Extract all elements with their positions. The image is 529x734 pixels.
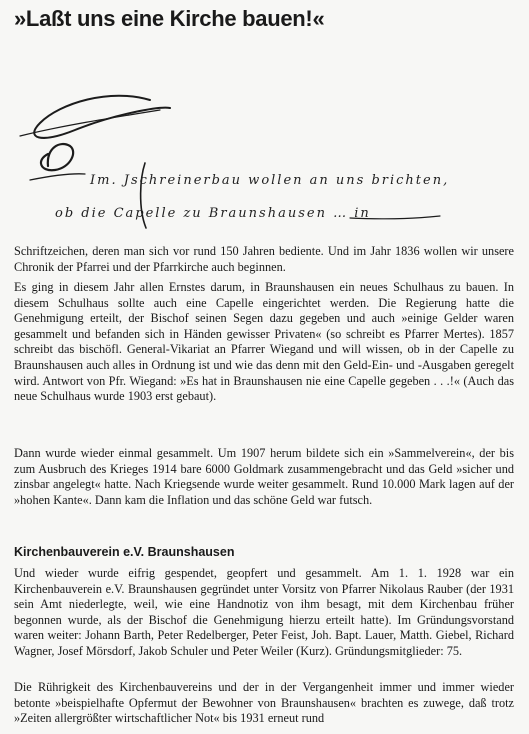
page-title: »Laßt uns eine Kirche bauen!« — [14, 6, 325, 31]
paragraph: Die Rührigkeit des Kirchenbauvereins und der in der Vergangenheit immer und immer wieder betonte »beispielhafte Opfermut der Bewohner von Braunshausen« brachten es zuwege, daß trotz »Zeiten allergrößter wirtschaftlicher Not« bis 1931 erneut rund — [14, 680, 514, 726]
handwriting-facsimile — [0, 48, 529, 238]
paragraph: Dann wurde wieder einmal gesammelt. Um 1907 herum bildete sich ein »Sammelverein«, der bis zum Ausbruch des Krieges 1914 bare 6000 Goldmark zusammengebracht und das Geld »sicher und zinsbar angelegt« hatte. Nach Kriegsende wurde weiter gesammelt. Rund 10.000 Mark lagen auf der »hohen Kante«. Dann kam die Inflation und das schöne Geld war futsch. — [14, 446, 514, 507]
paragraph: Schriftzeichen, deren man sich vor rund 150 Jahren bediente. Und im Jahr 1836 wollen wir unsere Chronik der Pfarrei und der Pfarrkirche auch beginnen. — [14, 244, 514, 274]
script-line: Im. Jschreinerbau wollen an uns brichten, — [90, 173, 450, 188]
paragraph: Und wieder wurde eifrig gespendet, geopfert und gesammelt. Am 1. 1. 1928 war ein Kirchenbauverein e.V. Braunshausen gegründet unter Vorsitz von Pfarrer Nikolaus Rauber (der 1931 sein Amt niederlegte, weil, wie eine Handnotiz von ihm besagt, mit dem Kirchenbau früher begonnen wurde, als der Bischof die Genehmigung hierzu erteilt hatte). Im Gründungsvorstand waren weiter: Johann Barth, Peter Redelberger, Peter Feist, Joh. Bapt. Lauer, Matth. Giebel, Richard Wagner, Josef Mörsdorf, Jakob Schuler und Peter Weiler (Kurz). Gründungsmitglieder: 75. — [14, 566, 514, 658]
paragraph: Es ging in diesem Jahr allen Ernstes darum, in Braunshausen ein neues Schulhaus zu bauen. In diesem Schulhaus sollte auch eine Capelle eingerichtet werden. Die Regierung hatte die Genehmigung erteilt, der Bischof seinen Segen dazu gegeben und auch »einige Gelder waren gesammelt und befanden sich in Händen gewisser Privaten« (so schreibt es Pfarrer Mertes). 1857 schreibt das bischöfl. General-Vikariat an Pfarrer Wiegand und will wissen, ob in der Capelle zu Braunshausen auch alles in Ordnung ist und wie das denn mit den Geld-Ein- und -Ausgaben geregelt wird. Antwort von Pfr. Wiegand: »Es hat in Braunshausen nie eine Capelle gegeben . . .!« (Auch das neue Schulhaus wurde 1903 erst gebaut). — [14, 280, 514, 404]
section-heading: Kirchenbauverein e.V. Braunshausen — [14, 545, 235, 559]
script-line: ob die Capelle zu Braunshausen … in — [55, 206, 371, 221]
